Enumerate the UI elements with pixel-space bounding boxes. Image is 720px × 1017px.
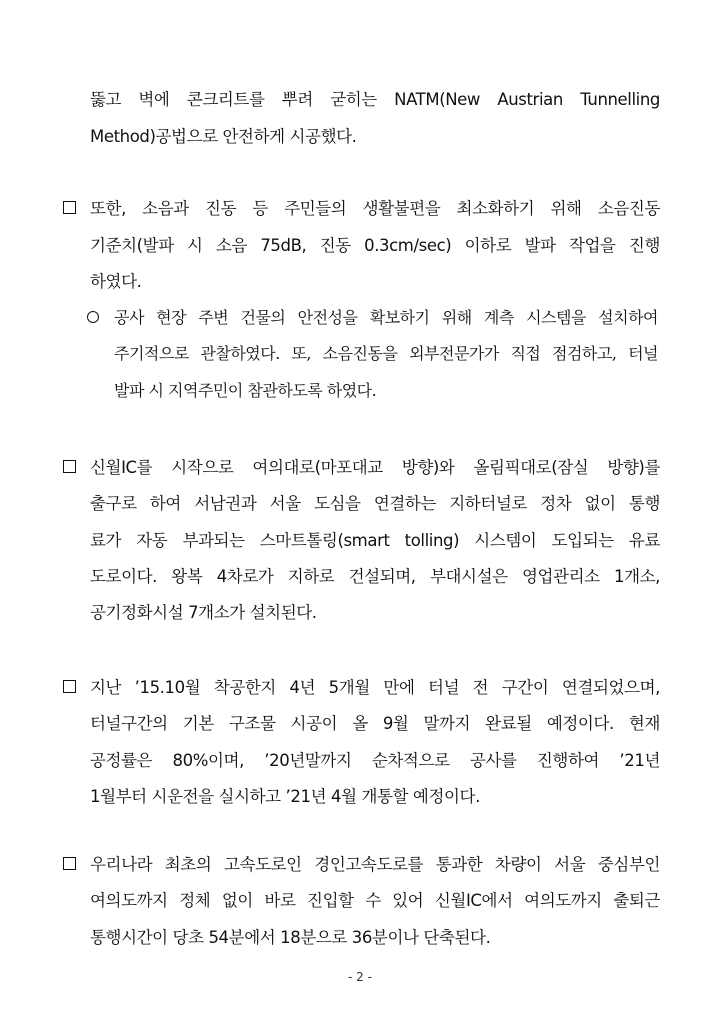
section-line: 지난 ’15.10월 착공한지 4년 5개월 만에 터널 전 구간이 연결되었으며,	[90, 678, 660, 697]
section-line: 1월부터 시운전을 실시하고 ’21년 4월 개통할 예정이다.	[90, 787, 480, 806]
section-line: 터널구간의 기본 구조물 시공이 올 9월 말까지 완료될 예정이다. 현재	[90, 714, 660, 733]
section-line: 공정률은 80%이며, ’20년말까지 순차적으로 공사를 진행하여 ’21년	[90, 751, 660, 770]
section-line: 료가 자동 부과되는 스마트톨링(smart tolling) 시스템이 도입되는 유료	[90, 531, 660, 550]
sub-bullet-line: 공사 현장 주변 건물의 안전성을 확보하기 위해 계측 시스템을 설치하여	[114, 308, 658, 327]
circle-bullet-icon	[87, 311, 99, 323]
section-line: 기준치(발파 시 소음 75dB, 진동 0.3cm/sec) 이하로 발파 작업을 진행	[90, 236, 660, 255]
square-bullet-icon	[63, 201, 76, 214]
square-bullet-icon	[63, 460, 76, 473]
page-number: - 2 -	[348, 970, 372, 984]
section-line: 또한, 소음과 진동 등 주민들의 생활불편을 최소화하기 위해 소음진동	[90, 199, 660, 218]
sub-bullet-line: 주기적으로 관찰하였다. 또, 소음진동을 외부전문가가 직접 점검하고, 터널	[114, 344, 658, 363]
section-line: 도로이다. 왕복 4차로가 지하로 건설되며, 부대시설은 영업관리소 1개소,	[90, 567, 660, 586]
square-bullet-icon	[63, 680, 76, 693]
square-bullet-icon	[63, 857, 76, 870]
section-line: 신월IC를 시작으로 여의대로(마포대교 방향)와 올림픽대로(잠실 방향)를	[90, 458, 660, 477]
section-line: 우리나라 최초의 고속도로인 경인고속도로를 통과한 차량이 서울 중심부인	[90, 855, 660, 874]
section-line: 공기정화시설 7개소가 설치된다.	[90, 603, 317, 622]
sub-bullet-line: 발파 시 지역주민이 참관하도록 하였다.	[114, 381, 377, 400]
section-line: 통행시간이 당초 54분에서 18분으로 36분이나 단축된다.	[90, 928, 491, 947]
intro-line: Method)공법으로 안전하게 시공했다.	[90, 127, 357, 146]
section-line: 출구로 하여 서남권과 서울 도심을 연결하는 지하터널로 정차 없이 통행	[90, 494, 660, 513]
section-line: 하였다.	[90, 272, 142, 291]
section-line: 여의도까지 정체 없이 바로 진입할 수 있어 신월IC에서 여의도까지 출퇴근	[90, 891, 660, 910]
intro-line: 뚫고 벽에 콘크리트를 뿌려 굳히는 NATM(New Austrian Tunnelling	[90, 90, 660, 109]
